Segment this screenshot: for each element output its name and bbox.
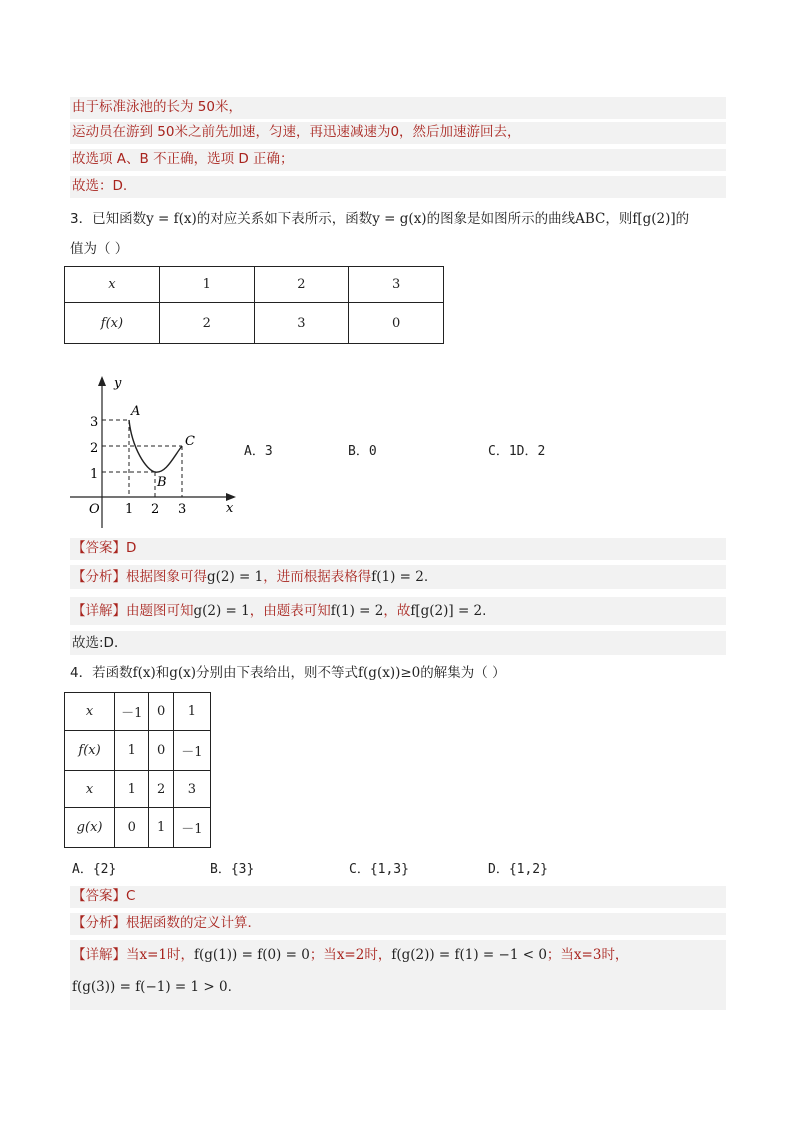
- q3-select: 故选:D．: [70, 631, 726, 655]
- table-row: [65, 303, 444, 344]
- detail-math: f(g(2)) = f(1) = −1 < 0: [391, 947, 547, 963]
- q3-answer: [70, 538, 726, 560]
- answer-tag: 【答案】: [72, 888, 126, 904]
- q3-analysis: 【分析】根据图象可得g(2) = 1，进而根据表格得f(1) = 2.: [70, 565, 726, 589]
- x-tick-label: 2: [151, 502, 160, 517]
- table-cell: －1: [173, 731, 210, 771]
- detail-math: x=2: [336, 947, 365, 963]
- table-cell: 0: [149, 731, 173, 771]
- answer-value: C: [126, 888, 136, 904]
- table-cell: 3: [254, 303, 349, 344]
- q4-option-c[interactable]: C．{1,3}: [349, 862, 409, 877]
- table-row: [65, 808, 211, 848]
- q4-table: [64, 692, 211, 848]
- x-axis-arrow: [226, 493, 236, 501]
- table-cell: 1: [115, 771, 149, 808]
- table-cell: 3: [349, 267, 444, 303]
- detail-math: f(1) = 2: [330, 603, 384, 619]
- q3-eq-g: y = g(x): [372, 211, 427, 227]
- q4-inequality: f(g(x))≥0: [358, 665, 421, 681]
- q4-detail-line2: [72, 970, 726, 1004]
- solution2-line4: 故选：D.: [70, 176, 726, 198]
- q3-expression: f[g(2)]: [632, 211, 676, 227]
- table-cell: f(x): [65, 731, 115, 771]
- analysis-tag: 【分析】: [72, 569, 126, 585]
- table-cell: x: [65, 693, 115, 731]
- detail-text: 由题图可知: [126, 603, 194, 619]
- q3-option-a[interactable]: A．3: [244, 444, 273, 459]
- table-cell: －1: [115, 693, 149, 731]
- table-cell: 1: [115, 731, 149, 771]
- y-axis-label: y: [114, 376, 122, 391]
- detail-tag: 【详解】: [72, 947, 126, 963]
- q3-detail: 【详解】由题图可知g(2) = 1，由题表可知f(1) = 2，故f[g(2)] = 2.: [70, 597, 726, 625]
- analysis-math: f(1) = 2: [371, 569, 424, 585]
- point-label-c: C: [185, 434, 195, 449]
- detail-text: ，由题表可知: [249, 603, 331, 619]
- detail-text: ；当: [309, 947, 337, 963]
- q3-curve-name: ABC: [575, 211, 606, 227]
- analysis-text: 根据图象可得: [126, 569, 207, 585]
- table-cell: 2: [159, 303, 254, 344]
- solution2-line3: 故选项 A、B 不正确，选项 D 正确；: [70, 149, 726, 171]
- q4-stem-text: 的解集为（ ）: [420, 665, 506, 681]
- table-cell: 2: [254, 267, 349, 303]
- detail-text: 当: [126, 947, 140, 963]
- detail-text: ，故: [383, 603, 411, 619]
- q4-math: f(x): [132, 665, 156, 681]
- q4-math: g(x): [169, 665, 197, 681]
- x-tick-label: 3: [178, 502, 187, 517]
- table-cell: 1: [159, 267, 254, 303]
- y-axis-arrow: [98, 376, 106, 386]
- x-axis-label: x: [226, 501, 234, 516]
- detail-text: .: [227, 979, 232, 995]
- q4-stem-text: 和: [155, 665, 170, 681]
- point-label-a: A: [131, 404, 141, 419]
- table-cell: 3: [173, 771, 210, 808]
- table-cell: x: [65, 267, 160, 303]
- analysis-text: ，进而根据表格得: [263, 569, 372, 585]
- table-cell: 2: [149, 771, 173, 808]
- table-cell: 0: [115, 808, 149, 848]
- detail-math: x=1: [139, 947, 168, 963]
- detail-text: 时，: [601, 947, 629, 963]
- q4-stem-text: 4．若函数: [70, 665, 133, 681]
- table-row: [65, 693, 211, 731]
- y-tick-label: 3: [90, 415, 99, 430]
- table-cell: g(x): [65, 808, 115, 848]
- analysis-tag: 【分析】: [72, 915, 126, 931]
- q4-option-b[interactable]: B．{3}: [210, 862, 255, 877]
- analysis-text: 根据函数的定义计算．: [126, 915, 261, 931]
- solution2-line1: 由于标准泳池的长为 50米，: [70, 97, 726, 119]
- q3-eq-f: y = f(x): [146, 211, 197, 227]
- table-row: [65, 771, 211, 808]
- q3-option-cd[interactable]: C．1D．2: [488, 444, 546, 459]
- answer-value: D: [126, 540, 137, 556]
- q3-stem-text: 3．已知函数: [70, 211, 147, 227]
- q3-stem-text: ，则: [605, 211, 633, 227]
- q4-detail: [70, 940, 726, 1010]
- detail-text: 时，: [364, 947, 392, 963]
- detail-math: g(2) = 1: [193, 603, 250, 619]
- x-tick-label: 1: [125, 502, 134, 517]
- q4-stem-text: 分别由下表给出，则不等式: [196, 665, 359, 681]
- q4-detail-line1: [72, 940, 726, 970]
- solution2-line2: 运动员在游到 50米之前先加速，匀速，再迅速减速为0，然后加速游回去，: [70, 122, 726, 144]
- q4-answer: [70, 886, 726, 908]
- q3-stem-text: 的: [675, 211, 690, 227]
- q4-option-a[interactable]: A．{2}: [72, 862, 117, 877]
- q3-stem-text: 的图象是如图所示的曲线: [426, 211, 576, 227]
- table-row: [65, 731, 211, 771]
- detail-tag: 【详解】: [72, 603, 126, 619]
- table-cell: －1: [173, 808, 210, 848]
- answer-tag: 【答案】: [72, 540, 126, 556]
- table-cell: x: [65, 771, 115, 808]
- table-cell: 0: [349, 303, 444, 344]
- detail-math: f[g(2)] = 2: [410, 603, 483, 619]
- point-label-b: B: [157, 475, 167, 490]
- detail-math: f(g(1)) = f(0) = 0: [194, 947, 310, 963]
- q3-option-b[interactable]: B．0: [348, 444, 377, 459]
- detail-text: 时，: [167, 947, 195, 963]
- q3-stem-line2: 值为（ ）: [70, 241, 129, 257]
- y-tick-label: 1: [90, 467, 99, 482]
- detail-math: f(g(3)) = f(−1) = 1 > 0: [72, 979, 228, 995]
- detail-text: ；当: [546, 947, 574, 963]
- q4-option-d[interactable]: D．{1,2}: [488, 862, 548, 877]
- detail-math: x=3: [573, 947, 602, 963]
- table-cell: 1: [173, 693, 210, 731]
- y-tick-label: 2: [90, 441, 99, 456]
- table-cell: 1: [149, 808, 173, 848]
- q3-function-graph: [64, 370, 244, 530]
- origin-label: O: [89, 502, 100, 517]
- table-row: [65, 267, 444, 303]
- q3-stem: [70, 209, 724, 229]
- analysis-math: g(2) = 1: [207, 569, 264, 585]
- q4-analysis: [70, 913, 726, 935]
- q3-table: [64, 266, 444, 344]
- table-cell: 0: [149, 693, 173, 731]
- q4-stem: [70, 663, 724, 683]
- q3-stem-text: 的对应关系如下表所示，函数: [196, 211, 373, 227]
- table-cell: f(x): [65, 303, 160, 344]
